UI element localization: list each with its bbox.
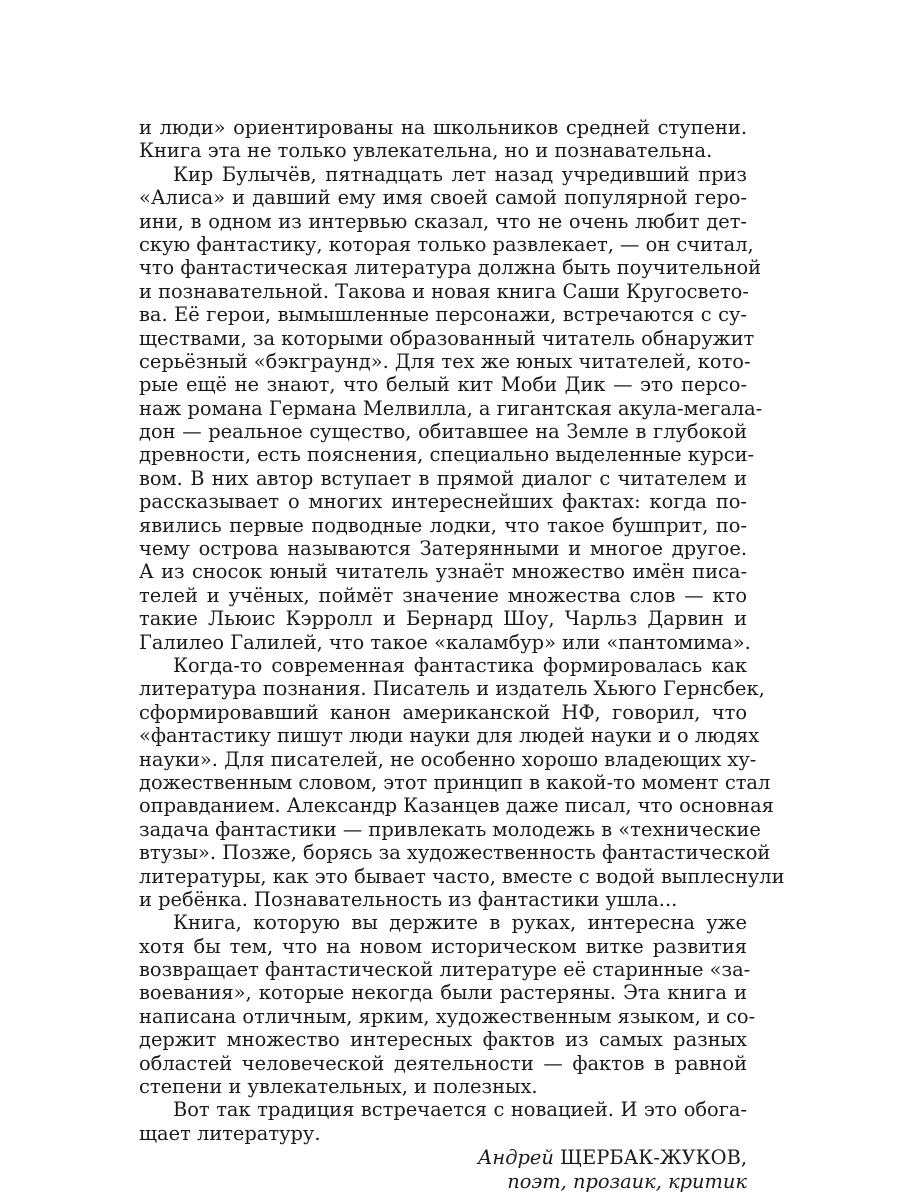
text-line: наж романа Германа Мелвилла, а гигантская акула-мегала-	[139, 396, 763, 420]
text-line: А из сносок юный читатель узнаёт множество имён писа-	[139, 560, 747, 584]
text-line: ва. Её герои, вымышленные персонажи, встречаются с су-	[139, 303, 747, 327]
paragraph	[139, 162, 763, 654]
text-line: дон — реальное существо, обитавшее на Земле в глубокой	[139, 420, 747, 444]
text-line: оправданием. Александр Казанцев даже писал, что основная	[139, 794, 774, 818]
text-line: сформировавший канон американской НФ, говорил, что	[139, 700, 747, 724]
text-line: явились первые подводные лодки, что такое бушприт, по-	[139, 513, 747, 537]
text-line: и познавательной. Такова и новая книга Саши Кругосвето-	[139, 279, 749, 303]
text-line: областей человеческой деятельности — фактов в равной	[139, 1051, 747, 1075]
text-line: «фантастику пишут люди науки для людей науки и о людях	[139, 724, 760, 748]
text-line: ини, в одном из интервью сказал, что не очень любит дет-	[139, 209, 747, 233]
text-line: древности, есть пояснения, специально выделенные курси-	[139, 443, 755, 467]
text-line: литературы, как это бывает часто, вместе с водой выплеснули	[139, 864, 785, 888]
text-line: рассказывает о многих интереснейших фактах: когда по-	[139, 490, 747, 514]
text-line: и люди» ориентированы на школьников средней ступени.	[139, 116, 747, 139]
text-line: науки». Для писателей, не особенно хорошо владеющих ху-	[139, 747, 757, 771]
text-line: возвращает фантастической литературе её старинные «за-	[139, 958, 751, 982]
text-line: Кир Булычёв, пятнадцать лет назад учредивший приз	[173, 162, 747, 186]
text-line: и ребёнка. Познавательность из фантастики ушла...	[139, 887, 678, 911]
text-line: ществами, за которыми образованный читатель обнаружит	[139, 326, 755, 350]
author-role: поэт, прозаик, критик	[507, 1169, 747, 1193]
text-line: «Алиса» и давший ему имя своей самой популярной геро-	[139, 186, 747, 210]
text-line: Когда-то современная фантастика формировалась как	[173, 653, 747, 677]
text-line: хотя бы тем, что на новом историческом витке развития	[139, 934, 747, 958]
text-line: щает литературу.	[139, 1121, 321, 1145]
text-line: написана отличным, ярким, художественным языком, и со-	[139, 1004, 756, 1028]
text-line: Вот так традиция встречается с новацией. И это обога-	[173, 1098, 747, 1122]
paragraph	[139, 911, 756, 1099]
text-line: втузы». Позже, борясь за художественность фантастической	[139, 841, 771, 865]
text-line: вом. В них автор вступает в прямой диалог с читателем и	[139, 466, 747, 490]
text-line: такие Льюис Кэрролл и Бернард Шоу, Чарльз Дарвин и	[139, 607, 747, 631]
text-line: Галилео Галилей, что такое «каламбур» или «пантомима».	[139, 630, 751, 654]
paragraph	[139, 1098, 747, 1145]
text-line: Книга, которую вы держите в руках, интересна уже	[173, 911, 747, 935]
text-line: Книга эта не только увлекательна, но и познавательна.	[139, 139, 713, 163]
text-line: телей и учёных, поймёт значение множества слов — кто	[139, 583, 747, 607]
author-first-name: Андрей	[477, 1146, 554, 1170]
page-body	[139, 116, 785, 1193]
author-name-line	[139, 1146, 747, 1169]
text-line: держит множество интересных фактов из самых разных	[139, 1028, 747, 1052]
article-text	[139, 116, 785, 1145]
text-line: серьёзный «бэкграунд». Для тех же юных читателей, кото-	[139, 349, 751, 373]
paragraph	[139, 653, 785, 911]
text-line: скую фантастику, которая только развлекает, — он считал,	[139, 232, 754, 256]
text-line: чему острова называются Затерянными и многое другое.	[139, 537, 747, 561]
text-line: дожественным словом, этот принцип в какой-то момент стал	[139, 770, 771, 794]
text-line: степени и увлекательных, и полезных.	[139, 1075, 538, 1099]
text-line: рые ещё не знают, что белый кит Моби Дик — это персо-	[139, 373, 747, 397]
paragraph	[139, 116, 747, 163]
text-line: литература познания. Писатель и издатель Хьюго Гернсбек,	[139, 677, 765, 701]
author-last-name: ЩЕРБАК-ЖУКОВ,	[560, 1146, 747, 1170]
author-signature	[139, 1146, 747, 1193]
text-line: воевания», которые некогда были растеряны. Эта книга и	[139, 981, 747, 1005]
text-line: что фантастическая литература должна быть поучительной	[139, 256, 762, 280]
text-line: задача фантастики — привлекать молодежь в «технические	[139, 817, 761, 841]
